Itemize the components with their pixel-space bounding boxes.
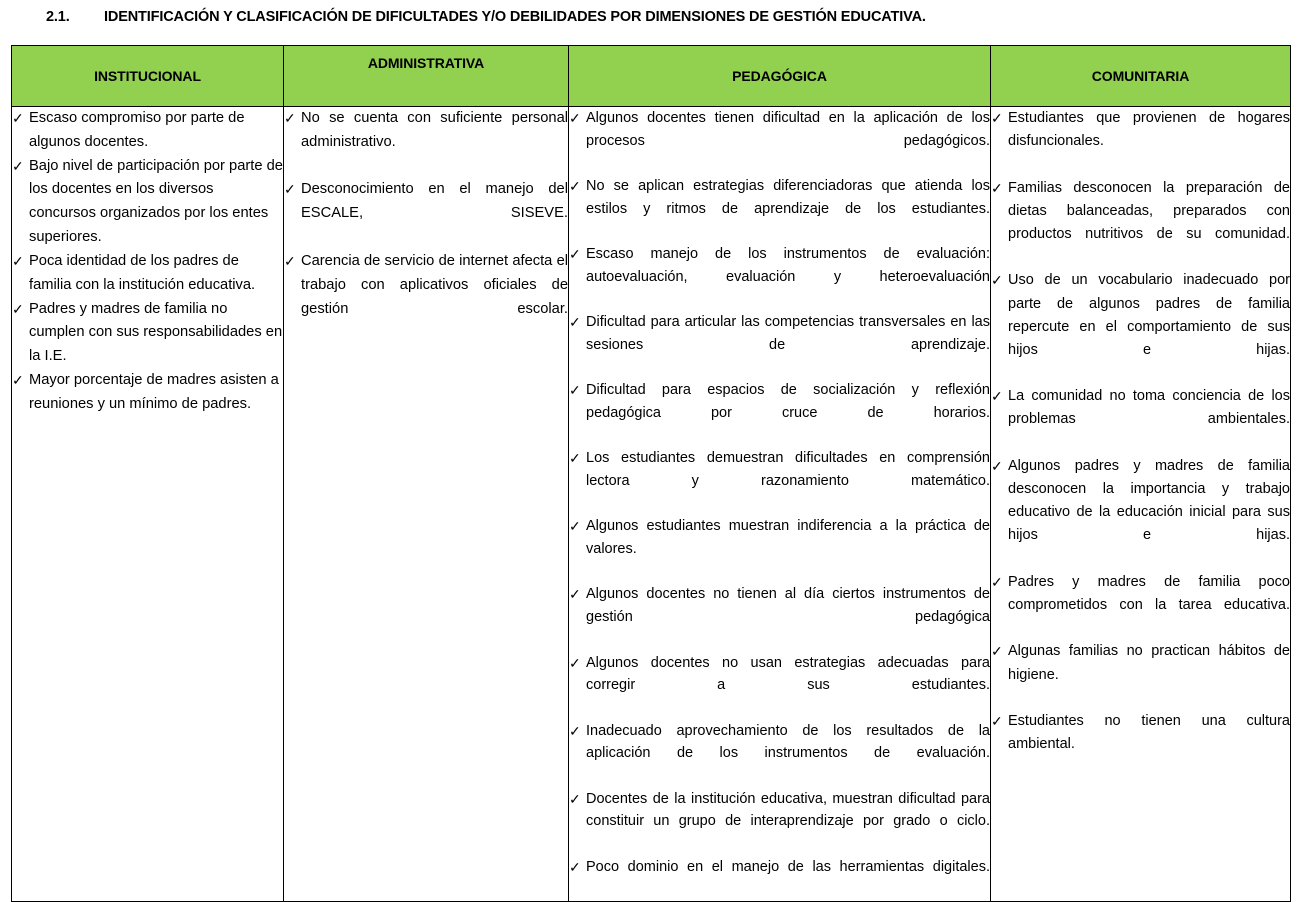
list-institucional — [12, 107, 283, 417]
list-item-text: Poca identidad de los padres de familia con la institución educativa. — [29, 252, 256, 293]
column-header-administrativa: ADMINISTRATIVA — [284, 46, 569, 107]
list-item-text: Estudiantes no tienen una cultura ambiental. — [1008, 712, 1290, 753]
list-item-text: Los estudiantes demuestran dificultades en comprensión lectora y razonamiento matemático. — [586, 450, 990, 489]
check-icon: ✓ — [284, 110, 296, 126]
list-item — [991, 107, 1290, 177]
dimensions-table — [11, 45, 1291, 902]
list-item — [569, 379, 990, 447]
check-icon: ✓ — [569, 382, 581, 399]
list-item — [569, 447, 990, 515]
list-item-text: Padres y madres de familia no cumplen con sus responsabilidades en la I.E. — [29, 300, 283, 365]
list-item-text: Carencia de servicio de internet afecta el trabajo con aplicativos oficiales de gestión escolar. — [301, 252, 568, 317]
list-item — [991, 640, 1290, 710]
list-item — [12, 298, 283, 369]
list-item-text: Algunos docentes no usan estrategias adecuadas para corregir a sus estudiantes. — [586, 654, 990, 694]
list-item — [991, 710, 1290, 780]
check-icon: ✓ — [569, 518, 581, 535]
table-header-row — [12, 46, 1291, 107]
list-item-text: Poco dominio en el manejo de las herramientas digitales. — [586, 858, 990, 875]
check-icon: ✓ — [991, 643, 1003, 660]
check-icon: ✓ — [12, 252, 24, 269]
list-item — [569, 107, 990, 175]
list-item — [284, 178, 568, 249]
list-item — [569, 788, 990, 856]
check-icon: ✓ — [569, 314, 581, 331]
check-icon: ✓ — [569, 586, 581, 603]
list-item — [12, 155, 283, 250]
check-icon: ✓ — [569, 790, 581, 807]
check-icon: ✓ — [569, 178, 581, 195]
list-item-text: Algunos padres y madres de familia desconocen la importancia y trabajo educativo de la educación inicial para sus hijos e hijas. — [1008, 457, 1290, 544]
page-title — [46, 9, 926, 26]
list-item-text: Mayor porcentaje de madres asisten a reuniones y un mínimo de padres. — [29, 371, 279, 412]
check-icon: ✓ — [569, 654, 581, 671]
list-item-text: Algunas familias no practican hábitos de higiene. — [1008, 643, 1290, 683]
list-item-text: Uso de un vocabulario inadecuado por parte de algunos padres de familia repercute en el comportamiento de sus hijos e hijas. — [1008, 272, 1290, 358]
check-icon: ✓ — [991, 712, 1003, 729]
list-item — [991, 385, 1290, 455]
list-item-text: No se cuenta con suficiente personal administrativo. — [301, 110, 568, 150]
list-item — [569, 515, 990, 583]
list-item — [991, 455, 1290, 571]
check-icon: ✓ — [12, 300, 24, 317]
list-item-text: Familias desconocen la preparación de dietas balanceadas, preparados con productos nutritivos de su comunidad. — [1008, 179, 1290, 242]
cell-comunitaria — [991, 107, 1291, 902]
list-item — [991, 177, 1290, 270]
check-icon: ✓ — [12, 157, 24, 174]
list-item-text: Dificultad para espacios de socialización y reflexión pedagógica por cruce de horarios. — [586, 382, 990, 421]
list-item — [569, 583, 990, 651]
section-title-text: IDENTIFICACIÓN Y CLASIFICACIÓN DE DIFICULTADES Y/O DEBILIDADES POR DIMENSIONES DE GESTIÓN EDUCATIVA. — [104, 9, 926, 25]
list-item-text: Algunos docentes tienen dificultad en la aplicación de los procesos pedagógicos. — [586, 110, 990, 149]
column-header-pedagogica: PEDAGÓGICA — [569, 46, 991, 107]
list-item-text: Escaso compromiso por parte de algunos docentes. — [29, 110, 245, 150]
list-item — [991, 269, 1290, 385]
column-header-institucional: INSTITUCIONAL — [12, 46, 284, 107]
check-icon: ✓ — [569, 722, 581, 739]
list-item — [569, 243, 990, 311]
check-icon: ✓ — [569, 858, 581, 875]
table-row — [12, 107, 1291, 902]
list-item-text: No se aplican estrategias diferenciadoras que atienda los estilos y ritmos de aprendizaje de los estudiantes. — [586, 178, 990, 217]
check-icon: ✓ — [991, 388, 1003, 405]
list-item — [569, 175, 990, 243]
list-item-text: Estudiantes que provienen de hogares disfuncionales. — [1008, 110, 1290, 150]
list-item-text: Docentes de la institución educativa, muestran dificultad para constituir un grupo de interaprendizaje por grado o ciclo. — [586, 790, 990, 830]
check-icon: ✓ — [284, 252, 296, 269]
list-item — [12, 107, 283, 155]
list-item-text: Padres y madres de familia poco comprometidos con la tarea educativa. — [1008, 573, 1290, 613]
list-item — [284, 107, 568, 178]
list-item — [569, 652, 990, 720]
check-icon: ✓ — [12, 371, 24, 388]
list-item — [12, 250, 283, 298]
dimensions-table-container — [11, 45, 1290, 902]
check-icon: ✓ — [991, 272, 1003, 289]
table-body — [12, 107, 1291, 902]
list-item-text: La comunidad no toma conciencia de los problemas ambientales. — [1008, 388, 1290, 428]
list-item-text: Inadecuado aprovechamiento de los resultados de la aplicación de los instrumentos de evaluación. — [586, 722, 990, 762]
list-item-text: Desconocimiento en el manejo del ESCALE, SISEVE. — [301, 181, 568, 222]
list-administrativa — [284, 107, 568, 345]
list-item — [284, 250, 568, 345]
list-item-text: Algunos docentes no tienen al día ciertos instrumentos de gestión pedagógica — [586, 586, 990, 626]
cell-institucional — [12, 107, 284, 902]
check-icon: ✓ — [12, 110, 24, 126]
list-item-text: Escaso manejo de los instrumentos de evaluación: autoevaluación, evaluación y heteroevaluación — [586, 246, 990, 285]
check-icon: ✓ — [284, 181, 296, 198]
check-icon: ✓ — [569, 110, 581, 126]
check-icon: ✓ — [991, 573, 1003, 590]
check-icon: ✓ — [991, 110, 1003, 126]
list-item-text: Dificultad para articular las competencias transversales en las sesiones de aprendizaje. — [586, 314, 990, 353]
cell-pedagogica — [569, 107, 991, 902]
column-header-comunitaria: COMUNITARIA — [991, 46, 1291, 107]
check-icon: ✓ — [569, 246, 581, 263]
check-icon: ✓ — [991, 179, 1003, 196]
list-item — [569, 311, 990, 379]
list-item — [991, 571, 1290, 641]
list-comunitaria — [991, 107, 1290, 779]
list-item-text: Algunos estudiantes muestran indiferencia a la práctica de valores. — [586, 518, 990, 558]
list-pedagogica — [569, 107, 990, 901]
list-item — [569, 856, 990, 901]
check-icon: ✓ — [991, 457, 1003, 474]
section-number: 2.1. — [46, 9, 70, 25]
check-icon: ✓ — [569, 450, 581, 467]
list-item — [12, 369, 283, 417]
list-item — [569, 720, 990, 788]
cell-administrativa — [284, 107, 569, 902]
list-item-text: Bajo nivel de participación por parte de los docentes en los diversos concursos organizados por los entes superiores. — [29, 157, 283, 246]
